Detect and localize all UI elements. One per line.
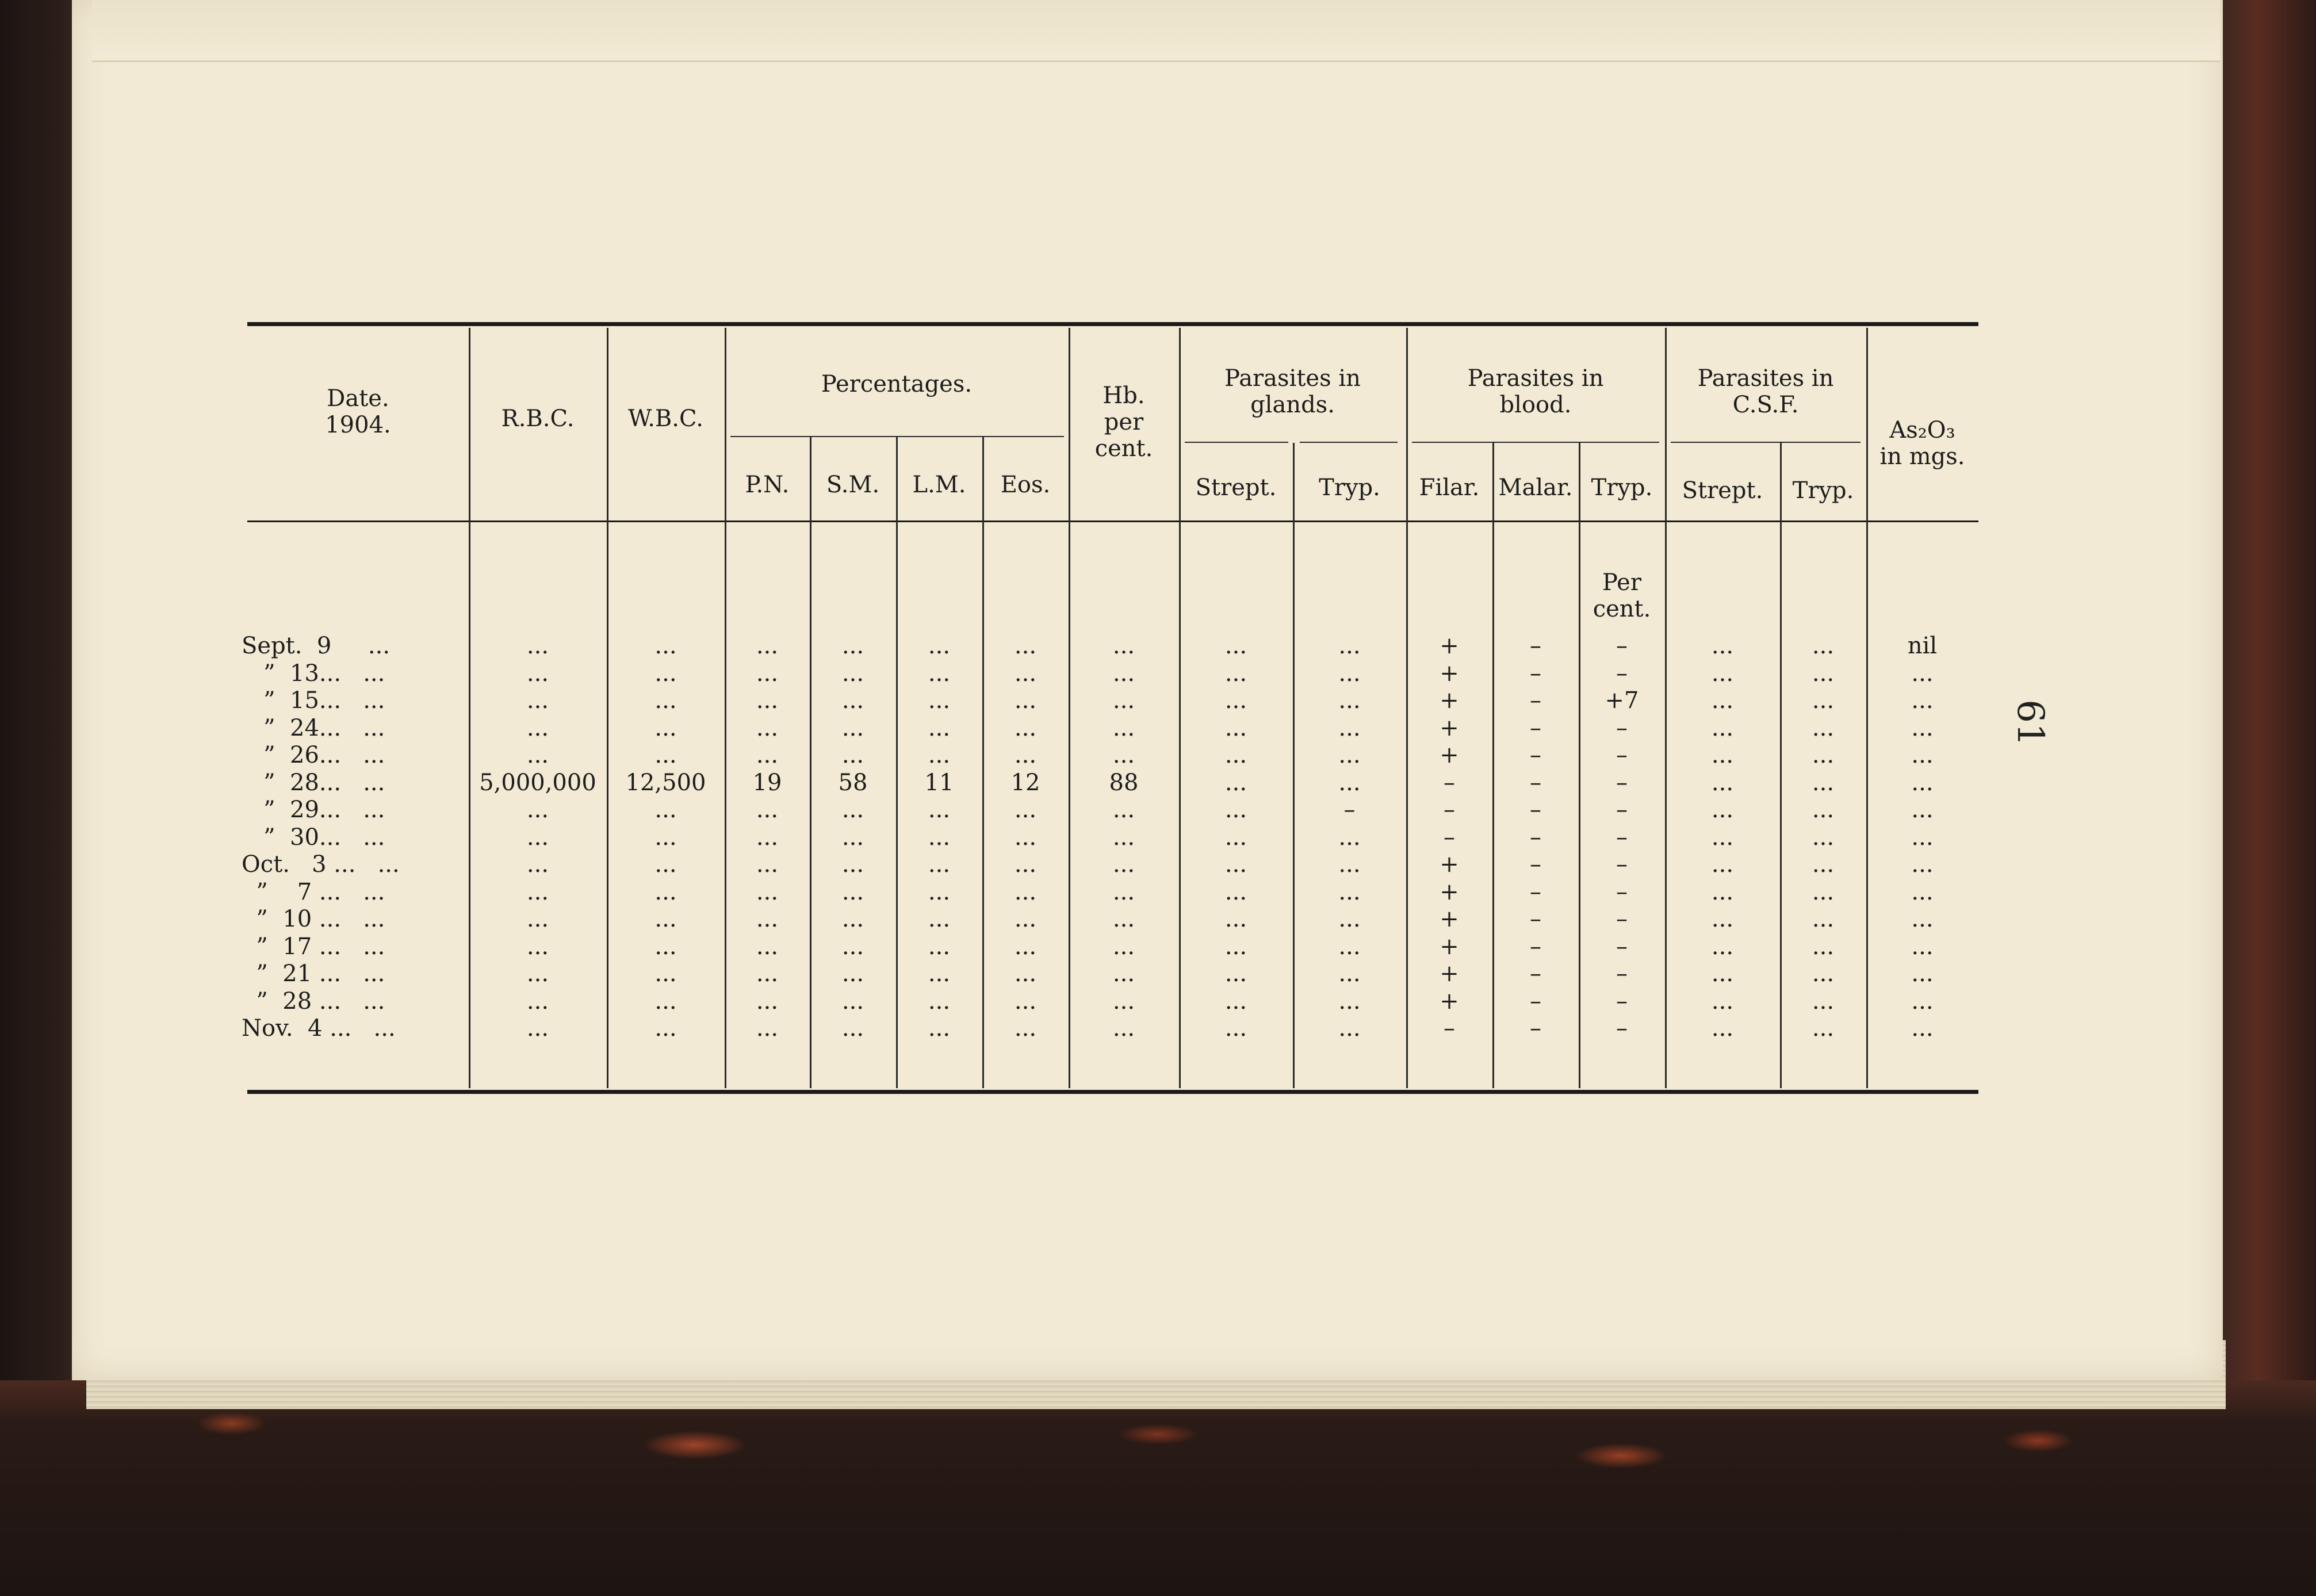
table-header-rule: [247, 520, 1978, 522]
cell-lm: ...: [928, 906, 951, 932]
cell-cs: ...: [1711, 878, 1734, 905]
cell-ct: ...: [1812, 906, 1835, 932]
header-csf-line: C.S.F.: [1732, 392, 1799, 418]
header-sm: S.M.: [826, 472, 880, 498]
cell-bt: –: [1616, 742, 1628, 768]
cell-lm: ...: [928, 797, 951, 823]
cell-as: ...: [1911, 824, 1934, 851]
header-percentages: Percentages.: [821, 371, 973, 397]
header-date: [247, 385, 469, 438]
cell-bm: –: [1530, 933, 1541, 960]
header-glands-line: glands.: [1250, 392, 1335, 418]
cell-cs: ...: [1711, 687, 1734, 714]
cell-lm: ...: [928, 988, 951, 1015]
cell-rbc: ...: [526, 687, 549, 714]
header-blood-line: Parasites in: [1467, 365, 1604, 392]
cell-ct: ...: [1812, 824, 1835, 851]
cell-pn: ...: [756, 687, 779, 714]
header-glands-strept: Strept.: [1195, 474, 1277, 501]
cell-wbc: ...: [654, 878, 677, 905]
previous-page-fold: [92, 0, 2220, 62]
cell-wbc: ...: [654, 633, 677, 659]
cell-gt: ...: [1338, 687, 1361, 714]
cell-wbc: ...: [654, 988, 677, 1015]
header-blood-line: blood.: [1499, 392, 1572, 418]
cell-wbc: ...: [654, 1015, 677, 1042]
cell-bf: –: [1444, 797, 1455, 823]
cell-gt: ...: [1338, 878, 1361, 905]
header-blood: [1406, 365, 1665, 418]
header-wbc: W.B.C.: [628, 405, 703, 432]
cell-lm: ...: [928, 687, 951, 714]
cell-bt: –: [1616, 988, 1628, 1015]
cell-pn: ...: [756, 660, 779, 687]
cell-date: ” 28... ...: [242, 769, 385, 796]
cell-sm: ...: [841, 851, 864, 878]
cell-pn: ...: [756, 633, 779, 659]
cell-rbc: ...: [526, 878, 549, 905]
cell-gs: ...: [1224, 714, 1247, 741]
cell-as: ...: [1911, 687, 1934, 714]
cell-gt: ...: [1338, 824, 1361, 851]
header-blood-filar: Filar.: [1419, 474, 1480, 501]
cell-sm: ...: [841, 742, 864, 768]
cell-eos: ...: [1014, 851, 1037, 878]
cell-ct: ...: [1812, 714, 1835, 741]
cell-bf: +: [1440, 906, 1459, 932]
cell-gs: ...: [1224, 933, 1247, 960]
header-as2o3-unit: in mgs.: [1879, 443, 1965, 470]
cell-gs: ...: [1224, 742, 1247, 768]
cell-bt: –: [1616, 1015, 1628, 1042]
cell-rbc: ...: [526, 824, 549, 851]
cell-as: ...: [1911, 878, 1934, 905]
blood-tryp-per-cent-note: [1579, 569, 1665, 622]
cell-gs: ...: [1224, 687, 1247, 714]
cell-wbc: ...: [654, 742, 677, 768]
cell-wbc: ...: [654, 714, 677, 741]
cell-bt: –: [1616, 960, 1628, 987]
cell-pn: ...: [756, 878, 779, 905]
header-date-year: 1904.: [325, 412, 391, 438]
cell-cs: ...: [1711, 769, 1734, 796]
cell-gt: ...: [1338, 714, 1361, 741]
cell-gs: ...: [1224, 1015, 1247, 1042]
page-number: 61: [2009, 699, 2051, 747]
cell-rbc: ...: [526, 988, 549, 1015]
cell-gt: –: [1343, 797, 1356, 823]
cell-sm: ...: [841, 824, 864, 851]
cell-sm: ...: [841, 906, 864, 932]
cell-cs: ...: [1711, 742, 1734, 768]
cell-bf: +: [1440, 851, 1459, 878]
cell-bm: –: [1530, 769, 1541, 796]
cell-eos: ...: [1014, 906, 1037, 932]
cell-sm: ...: [841, 714, 864, 741]
header-lm: L.M.: [912, 472, 966, 498]
cell-lm: ...: [928, 714, 951, 741]
cell-bm: –: [1530, 633, 1541, 659]
cell-hb: ...: [1112, 1015, 1135, 1042]
header-blood-tryp: Tryp.: [1591, 474, 1653, 501]
cell-gt: ...: [1338, 660, 1361, 687]
cell-rbc: 5,000,000: [479, 769, 596, 796]
cell-wbc: 12,500: [625, 769, 706, 796]
cell-as: ...: [1911, 988, 1934, 1015]
cell-cs: ...: [1711, 633, 1734, 659]
cell-bf: +: [1440, 933, 1459, 960]
cell-bm: –: [1530, 988, 1541, 1015]
cell-gs: ...: [1224, 797, 1247, 823]
cell-eos: ...: [1014, 824, 1037, 851]
header-blood-malar: Malar.: [1498, 474, 1573, 501]
cell-as: nil: [1907, 633, 1938, 659]
cell-bm: –: [1530, 742, 1541, 768]
header-glands-tryp: Tryp.: [1319, 474, 1380, 501]
cell-sm: ...: [841, 633, 864, 659]
cell-eos: ...: [1014, 878, 1037, 905]
cell-bm: –: [1530, 660, 1541, 687]
cell-ct: ...: [1812, 687, 1835, 714]
header-as2o3: [1866, 417, 1978, 470]
cell-ct: ...: [1812, 633, 1835, 659]
cell-gs: ...: [1224, 824, 1247, 851]
cell-hb: ...: [1112, 988, 1135, 1015]
cell-hb: ...: [1112, 633, 1135, 659]
cell-cs: ...: [1711, 660, 1734, 687]
cell-gt: ...: [1338, 851, 1361, 878]
cell-pn: ...: [756, 1015, 779, 1042]
cell-date: ” 15... ...: [242, 687, 385, 714]
cell-eos: ...: [1014, 660, 1037, 687]
cell-bm: –: [1530, 714, 1541, 741]
cell-hb: ...: [1112, 824, 1135, 851]
cell-as: ...: [1911, 933, 1934, 960]
cell-pn: 19: [752, 769, 782, 796]
cell-date: ” 26... ...: [242, 742, 385, 768]
cell-gt: ...: [1338, 769, 1361, 796]
cell-cs: ...: [1711, 851, 1734, 878]
cell-sm: ...: [841, 660, 864, 687]
cell-as: ...: [1911, 906, 1934, 932]
cell-rbc: ...: [526, 660, 549, 687]
cell-sm: 58: [838, 769, 868, 796]
cell-rbc: ...: [526, 960, 549, 987]
cell-gs: ...: [1224, 906, 1247, 932]
cell-bf: +: [1440, 960, 1459, 987]
cell-bm: –: [1530, 687, 1541, 714]
cell-pn: ...: [756, 714, 779, 741]
cell-cs: ...: [1711, 797, 1734, 823]
cell-gt: ...: [1338, 633, 1361, 659]
cell-bt: –: [1616, 906, 1628, 932]
cell-wbc: ...: [654, 933, 677, 960]
header-csf-tryp: Tryp.: [1792, 477, 1854, 504]
cell-ct: ...: [1812, 660, 1835, 687]
cell-as: ...: [1911, 769, 1934, 796]
cell-pn: ...: [756, 824, 779, 851]
cell-cs: ...: [1711, 933, 1734, 960]
cell-as: ...: [1911, 851, 1934, 878]
header-pn: P.N.: [745, 472, 790, 498]
cell-lm: ...: [928, 742, 951, 768]
glands-sub-rule: [1185, 442, 1288, 443]
cell-gs: ...: [1224, 633, 1247, 659]
cell-date: ” 7 ... ...: [242, 878, 385, 905]
cell-date: Oct. 3 ... ...: [242, 851, 400, 878]
cell-gt: ...: [1338, 933, 1361, 960]
cell-eos: ...: [1014, 988, 1037, 1015]
cell-wbc: ...: [654, 960, 677, 987]
cell-gt: ...: [1338, 960, 1361, 987]
glands-sub-rule: [1300, 442, 1398, 443]
cell-hb: 88: [1109, 769, 1139, 796]
cell-gt: ...: [1338, 988, 1361, 1015]
cell-date: ” 10 ... ...: [242, 906, 385, 932]
cell-ct: ...: [1812, 1015, 1835, 1042]
cell-hb: ...: [1112, 687, 1135, 714]
cell-bm: –: [1530, 960, 1541, 987]
cell-gs: ...: [1224, 660, 1247, 687]
header-hb-line: per: [1104, 409, 1144, 435]
cell-sm: ...: [841, 687, 864, 714]
cell-date: ” 24... ...: [242, 714, 385, 741]
cell-bm: –: [1530, 906, 1541, 932]
marbled-book-edge: [0, 1380, 2316, 1596]
header-date-label: Date.: [327, 385, 389, 412]
cell-ct: ...: [1812, 742, 1835, 768]
cell-wbc: ...: [654, 851, 677, 878]
cell-bf: +: [1440, 660, 1459, 687]
cell-bf: +: [1440, 988, 1459, 1015]
cell-hb: ...: [1112, 660, 1135, 687]
cell-hb: ...: [1112, 742, 1135, 768]
cell-pn: ...: [756, 906, 779, 932]
cell-lm: ...: [928, 933, 951, 960]
cell-ct: ...: [1812, 933, 1835, 960]
cell-bm: –: [1530, 1015, 1541, 1042]
cell-date: ” 21 ... ...: [242, 960, 385, 987]
cell-date: Sept. 9 ...: [242, 633, 391, 659]
cell-gs: ...: [1224, 769, 1247, 796]
cell-rbc: ...: [526, 742, 549, 768]
cell-wbc: ...: [654, 797, 677, 823]
cell-bf: –: [1444, 824, 1455, 851]
cell-gs: ...: [1224, 878, 1247, 905]
cell-ct: ...: [1812, 878, 1835, 905]
cell-eos: ...: [1014, 633, 1037, 659]
cell-date: Nov. 4 ... ...: [242, 1015, 396, 1042]
cell-lm: ...: [928, 960, 951, 987]
cell-date: ” 29... ...: [242, 797, 385, 823]
cell-rbc: ...: [526, 933, 549, 960]
blood-examination-table: [242, 322, 1978, 1093]
cell-as: ...: [1911, 742, 1934, 768]
cell-eos: ...: [1014, 714, 1037, 741]
cell-cs: ...: [1711, 960, 1734, 987]
cell-bt: –: [1616, 851, 1628, 878]
cell-cs: ...: [1711, 1015, 1734, 1042]
cell-ct: ...: [1812, 851, 1835, 878]
cell-bt: –: [1616, 878, 1628, 905]
cell-gt: ...: [1338, 906, 1361, 932]
cell-gs: ...: [1224, 960, 1247, 987]
cell-lm: ...: [928, 660, 951, 687]
cell-bf: +: [1440, 633, 1459, 659]
cell-sm: ...: [841, 933, 864, 960]
cell-bm: –: [1530, 878, 1541, 905]
header-hb: [1069, 382, 1179, 462]
cell-pn: ...: [756, 933, 779, 960]
header-as2o3-formula: As₂O₃: [1889, 417, 1955, 443]
header-csf-strept: Strept.: [1682, 477, 1763, 504]
cell-ct: ...: [1812, 960, 1835, 987]
cell-ct: ...: [1812, 769, 1835, 796]
cell-pn: ...: [756, 742, 779, 768]
per-cent-line: Per: [1602, 569, 1641, 596]
cell-bt: –: [1616, 933, 1628, 960]
cell-hb: ...: [1112, 714, 1135, 741]
cell-rbc: ...: [526, 906, 549, 932]
cell-lm: 11: [924, 769, 954, 796]
cell-wbc: ...: [654, 687, 677, 714]
cell-bf: +: [1440, 878, 1459, 905]
csf-sub-rule: [1671, 442, 1861, 443]
header-glands: [1179, 365, 1406, 418]
cell-hb: ...: [1112, 797, 1135, 823]
cell-cs: ...: [1711, 714, 1734, 741]
cell-bm: –: [1530, 851, 1541, 878]
cell-lm: ...: [928, 633, 951, 659]
cell-sm: ...: [841, 960, 864, 987]
blood-sub-rule: [1412, 442, 1659, 443]
cell-lm: ...: [928, 824, 951, 851]
cell-as: ...: [1911, 797, 1934, 823]
cell-bf: –: [1444, 1015, 1455, 1042]
cell-eos: ...: [1014, 960, 1037, 987]
cell-bt: –: [1616, 633, 1628, 659]
cell-bt: –: [1616, 824, 1628, 851]
cell-bf: +: [1440, 742, 1459, 768]
header-hb-line: Hb.: [1103, 382, 1145, 409]
cell-date: ” 17 ... ...: [242, 933, 385, 960]
cell-wbc: ...: [654, 906, 677, 932]
cell-pn: ...: [756, 797, 779, 823]
cell-pn: ...: [756, 988, 779, 1015]
cell-sm: ...: [841, 878, 864, 905]
cell-wbc: ...: [654, 660, 677, 687]
header-eos: Eos.: [1000, 472, 1051, 498]
cell-hb: ...: [1112, 878, 1135, 905]
cell-rbc: ...: [526, 851, 549, 878]
cell-as: ...: [1911, 1015, 1934, 1042]
cell-as: ...: [1911, 714, 1934, 741]
header-csf: [1665, 365, 1866, 418]
cell-lm: ...: [928, 851, 951, 878]
cell-cs: ...: [1711, 824, 1734, 851]
cell-eos: ...: [1014, 742, 1037, 768]
cell-bt: –: [1616, 714, 1628, 741]
cell-as: ...: [1911, 660, 1934, 687]
cell-pn: ...: [756, 851, 779, 878]
cell-rbc: ...: [526, 714, 549, 741]
cell-bt: +7: [1605, 687, 1639, 714]
cell-pn: ...: [756, 960, 779, 987]
cell-bf: +: [1440, 714, 1459, 741]
cell-sm: ...: [841, 988, 864, 1015]
cell-sm: ...: [841, 1015, 864, 1042]
header-csf-line: Parasites in: [1697, 365, 1834, 392]
cell-date: ” 13... ...: [242, 660, 385, 687]
cell-rbc: ...: [526, 797, 549, 823]
per-cent-line: cent.: [1593, 596, 1651, 622]
cell-eos: 12: [1010, 769, 1040, 796]
cell-bf: +: [1440, 687, 1459, 714]
cell-gt: ...: [1338, 1015, 1361, 1042]
cell-rbc: ...: [526, 1015, 549, 1042]
percentages-sub-rule: [730, 436, 1064, 437]
cell-as: ...: [1911, 960, 1934, 987]
header-hb-line: cent.: [1094, 435, 1153, 462]
cell-bt: –: [1616, 660, 1628, 687]
cell-hb: ...: [1112, 851, 1135, 878]
cell-cs: ...: [1711, 906, 1734, 932]
cell-eos: ...: [1014, 1015, 1037, 1042]
cell-sm: ...: [841, 797, 864, 823]
cell-bm: –: [1530, 797, 1541, 823]
cell-eos: ...: [1014, 797, 1037, 823]
table-top-rule: [247, 322, 1978, 326]
cell-gt: ...: [1338, 742, 1361, 768]
table-bottom-rule: [247, 1090, 1978, 1094]
cell-bm: –: [1530, 824, 1541, 851]
cell-hb: ...: [1112, 906, 1135, 932]
cell-ct: ...: [1812, 988, 1835, 1015]
cell-hb: ...: [1112, 933, 1135, 960]
cell-bt: –: [1616, 769, 1628, 796]
cell-bf: –: [1444, 769, 1455, 796]
cell-date: ” 28 ... ...: [242, 988, 385, 1015]
cell-wbc: ...: [654, 824, 677, 851]
cell-date: ” 30... ...: [242, 824, 385, 851]
cell-lm: ...: [928, 878, 951, 905]
cell-eos: ...: [1014, 687, 1037, 714]
header-glands-line: Parasites in: [1224, 365, 1361, 392]
cell-hb: ...: [1112, 960, 1135, 987]
cell-eos: ...: [1014, 933, 1037, 960]
cell-lm: ...: [928, 1015, 951, 1042]
cell-bt: –: [1616, 797, 1628, 823]
cell-ct: ...: [1812, 797, 1835, 823]
cell-gs: ...: [1224, 988, 1247, 1015]
cell-cs: ...: [1711, 988, 1734, 1015]
cell-gs: ...: [1224, 851, 1247, 878]
book-cover-right: [2218, 0, 2316, 1596]
header-rbc: R.B.C.: [501, 405, 575, 432]
cell-rbc: ...: [526, 633, 549, 659]
